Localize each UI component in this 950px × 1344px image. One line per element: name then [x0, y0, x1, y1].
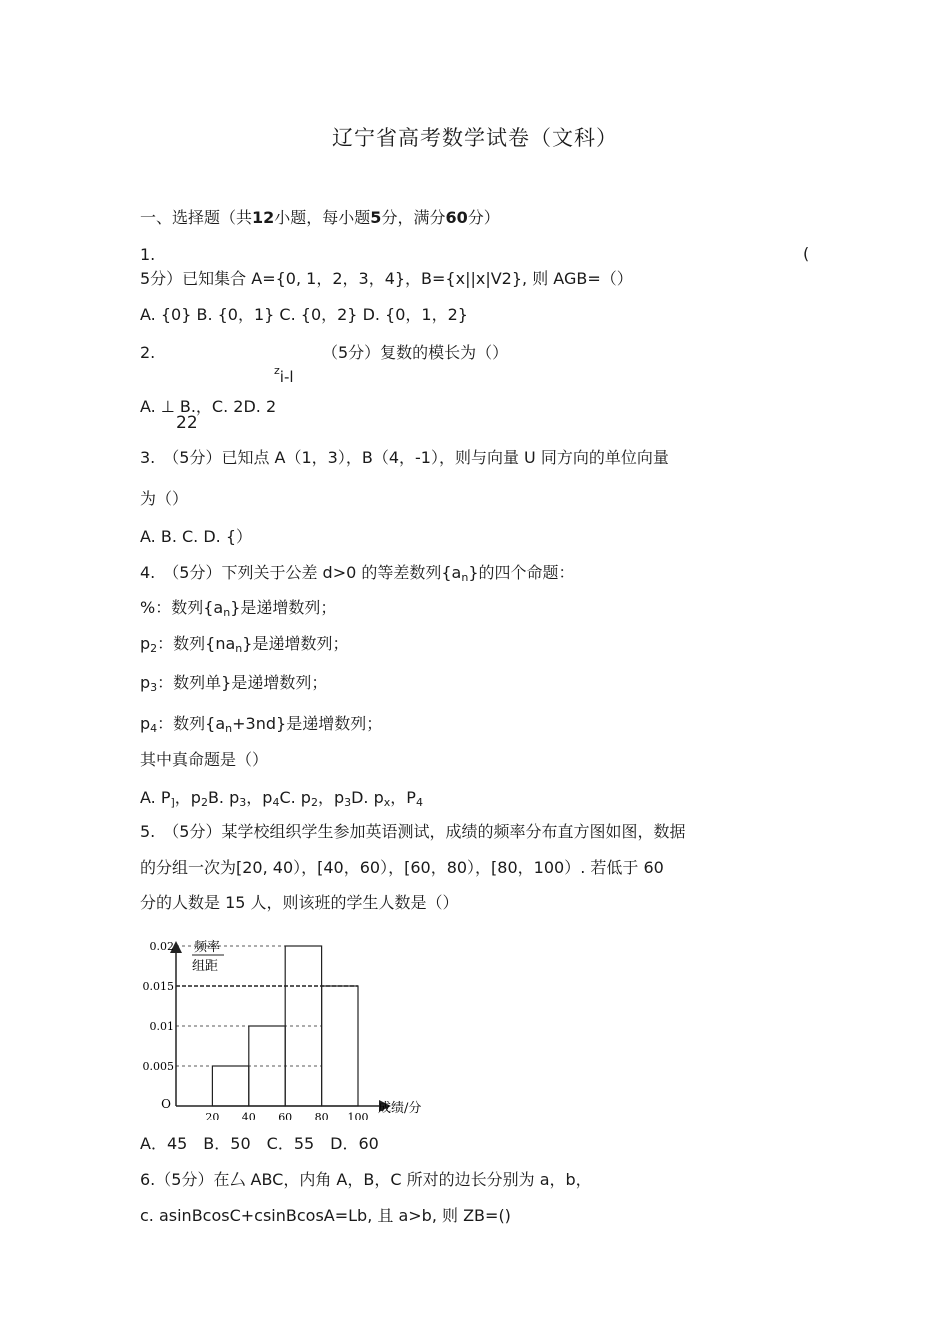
histogram-bar-20-40 [212, 1066, 248, 1106]
x-tick-label-20: 20 [205, 1111, 220, 1120]
y-tick-label-0.01: 0.01 [149, 1020, 174, 1033]
question-5-line-2: 的分组一次为[20, 40），[40，60），[60，80），[80，100）. 若低于 60 [140, 858, 664, 877]
frequency-histogram [140, 930, 440, 1120]
histogram-bar-80-100 [322, 986, 358, 1106]
question-6-line-1: 6.（5分）在厶 ABC，内角 A，B，C 所对的边长分别为 a，b， [140, 1170, 592, 1189]
question-1-number: 1. [140, 245, 156, 264]
question-1-right-paren: ( [803, 244, 810, 263]
question-2-text: （5分）复数的模长为（） [322, 343, 509, 362]
proposition-p3: $p_3$：数列单}是递增数列； [140, 673, 328, 694]
proposition-p1: %：数列$\{a_n\}$是递增数列； [140, 598, 337, 619]
proposition-p2: $p_2$：数列$\{na_n\}$是递增数列； [140, 634, 349, 655]
y-tick-label-0.02: 0.02 [149, 940, 174, 953]
question-2-options-denominators: 22 [176, 413, 198, 433]
y-axis-label-top: 频率 [194, 940, 221, 955]
question-5-line-1: 5. （5分）某学校组织学生参加英语测试，成绩的频率分布直方图如图，数据 [140, 822, 686, 841]
question-4-line-1: 4. （5分）下列关于公差 d>0 的等差数列$\{a_n\}$的四个命题： [140, 563, 575, 584]
question-4-options: A. $P_]$，$p_2B$. $p_3$，$p_4C$. $p_2$，$p_3D$. $p_x$，$P_4$ [140, 788, 423, 809]
question-5-line-3: 分的人数是 15 人，则该班的学生人数是（） [140, 893, 459, 912]
question-4-ask: 其中真命题是（） [140, 750, 269, 769]
histogram-bars [212, 946, 358, 1106]
proposition-p4: $p_4$：数列$\{a_n+3nd\}$是递增数列； [140, 714, 383, 735]
question-3-line-1: 3. （5分）已知点 A（1，3），B（4，-1），则与向量 U 同方向的单位向量 [140, 448, 669, 467]
y-axis-label-bottom: 组距 [192, 959, 219, 974]
question-6-line-2: c. asinBcosC+csinBcosA=Lb, 且 a>b, 则 ZB=() [140, 1206, 511, 1225]
x-tick-labels [205, 1111, 368, 1120]
question-1-text: 5分）已知集合 A={0, 1，2，3，4}，B={x||x|V2}, 则 AGB=（） [140, 269, 633, 288]
x-axis-label: 成绩/分 [378, 1101, 422, 1116]
page-title: 辽宁省高考数学试卷（文科） [332, 126, 618, 150]
question-2-options: A. ⊥ B.，C. 2D. 2 [140, 397, 277, 416]
question-2-fraction: $^z$i-l [274, 364, 294, 386]
question-1-options: A. {0} B. {0，1} C. {0，2} D. {0，1，2} [140, 305, 468, 324]
question-3-line-2: 为（） [140, 489, 189, 508]
x-tick-label-60: 60 [278, 1111, 293, 1120]
x-tick-label-40: 40 [241, 1111, 256, 1120]
x-tick-label-80: 80 [314, 1111, 329, 1120]
origin-label: O [161, 1097, 171, 1111]
section-heading: 一、选择题（共12小题，每小题5分，满分60分） [140, 208, 500, 227]
y-tick-label-0.015: 0.015 [142, 980, 174, 993]
y-tick-label-0.005: 0.005 [142, 1060, 174, 1073]
question-5-options: A．45 B．50 C．55 D．60 [140, 1134, 379, 1153]
question-2-number: 2. [140, 343, 156, 362]
y-tick-labels [143, 940, 175, 1073]
question-3-options: A. B. C. D. {） [140, 527, 253, 546]
x-tick-label-100: 100 [347, 1111, 369, 1120]
